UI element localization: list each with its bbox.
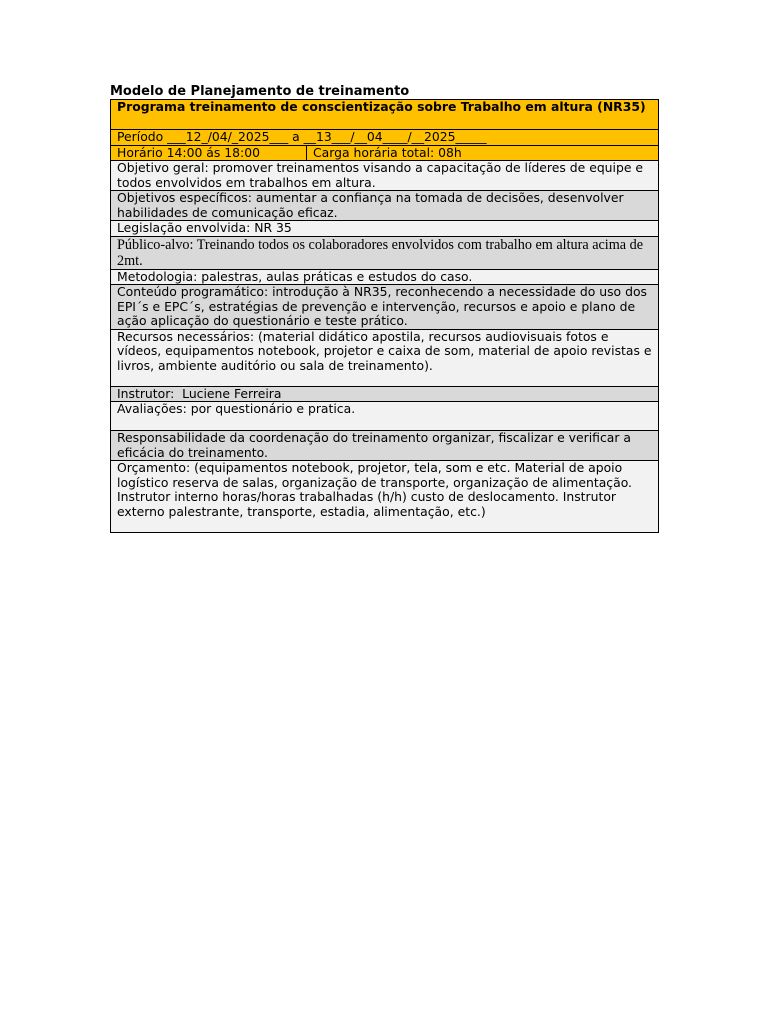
evaluations-row — [111, 402, 659, 431]
methodology-cell: Metodologia: palestras, aulas práticas e estudos do caso. — [111, 269, 659, 285]
program-row — [111, 100, 659, 130]
budget-row — [111, 461, 659, 533]
legislation-row — [111, 221, 659, 237]
content-cell: Conteúdo programático: introdução à NR35, reconhecendo a necessidade do uso dos EPI´s e EPC´s, estratégias de prevenção e intervenção, recursos e apoio e plano de ação aplicação do questionário e teste prático. — [111, 285, 659, 330]
period-row — [111, 130, 659, 146]
audience-cell: Público-alvo: Treinando todos os colaboradores envolvidos com trabalho em altura acima de 2mt. — [111, 236, 659, 269]
instructor-cell: Instrutor: Luciene Ferreira — [111, 386, 659, 402]
instructor-row — [111, 386, 659, 402]
general-objective-row — [111, 161, 659, 191]
workload-cell: Carga horária total: 08h — [307, 145, 659, 161]
resources-cell: Recursos necessários: (material didático apostila, recursos audiovisuais fotos e vídeos, equipamentos notebook, projetor e caixa de som, material de apoio revistas e livros, ambiente auditório ou sala de treinamento). — [111, 329, 659, 386]
methodology-row — [111, 269, 659, 285]
content-row — [111, 285, 659, 330]
specific-objectives-row — [111, 191, 659, 221]
schedule-cell: Horário 14:00 ás 18:00 — [111, 145, 307, 161]
specific-objectives-cell: Objetivos específicos: aumentar a confiança na tomada de decisões, desenvolver habilidades de comunicação eficaz. — [111, 191, 659, 221]
responsibility-cell: Responsabilidade da coordenação do treinamento organizar, fiscalizar e verificar a eficácia do treinamento. — [111, 431, 659, 461]
general-objective-cell: Objetivo geral: promover treinamentos visando a capacitação de líderes de equipe e todos envolvidos em trabalhos em altura. — [111, 161, 659, 191]
document-title: Modelo de Planejamento de treinamento — [110, 84, 410, 99]
budget-cell: Orçamento: (equipamentos notebook, projetor, tela, som e etc. Material de apoio logístico reserva de salas, organização de transporte, organização de alimentação. Instrutor interno horas/horas trabalhadas (h/h) custo de deslocamento. Instrutor externo palestrante, transporte, estadia, alimentação, etc.) — [111, 461, 659, 533]
evaluations-cell: Avaliações: por questionário e pratica. — [111, 402, 659, 431]
training-plan-table — [110, 99, 659, 533]
legislation-cell: Legislação envolvida: NR 35 — [111, 221, 659, 237]
audience-row — [111, 236, 659, 269]
schedule-row — [111, 145, 659, 161]
responsibility-row — [111, 431, 659, 461]
period-cell: Período ___12_/04/_2025___ a __13___/__04____/__2025_____ — [111, 130, 659, 146]
program-cell: Programa treinamento de conscientização sobre Trabalho em altura (NR35) — [111, 100, 659, 130]
resources-row — [111, 329, 659, 386]
